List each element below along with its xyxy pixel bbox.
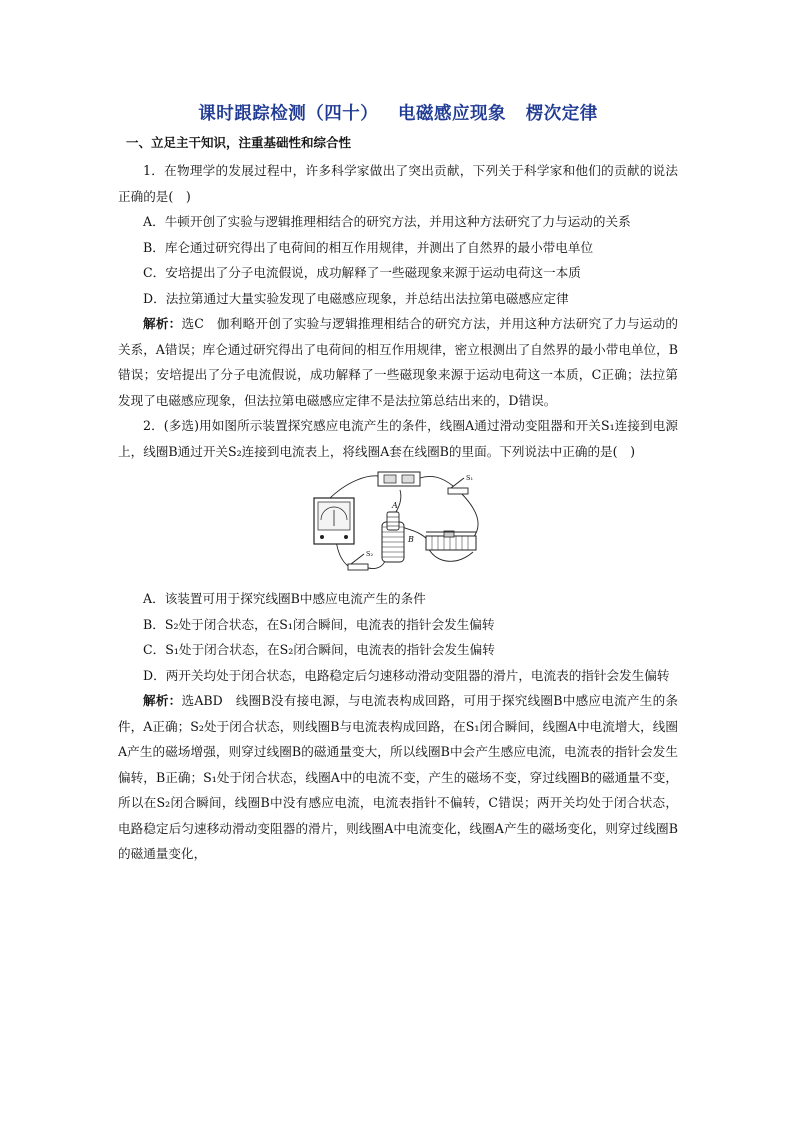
switch-s2-icon — [348, 554, 368, 570]
q2-option-b: B．S₂处于闭合状态，在S₁闭合瞬间，电流表的指针会发生偏转 — [143, 616, 495, 632]
wire — [328, 476, 378, 500]
wire — [460, 492, 478, 538]
rheostat-icon — [426, 531, 476, 550]
wire — [420, 476, 453, 486]
q1-option-a: A．牛顿开创了实验与逻辑推理相结合的研究方法，并用这种方法研究了力与运动的关系 — [143, 214, 631, 229]
q2-analysis-text: 选ABD 线圈B没有接电源，与电流表构成回路，可用于探究线圈B中感应电流产生的条件，A正确；S₂处于闭合状态，则线圈B与电流表构成回路，在S₁闭合瞬间，线圈A中电流增大，线圈A产生的磁场增强，则穿过线圈B的磁通量变大，所以线圈B中会产生感应电流，电流表的指针会发生偏转，B正确；S₁处于闭合状态，线圈A中的电流不变，产生的磁场不变，穿过线圈B的磁通量不变，所以在S₂闭合瞬间，线圈B中没有感应电流，电流表指针不偏转，C错误；两开关均处于闭合状态，电路稳定后匀速移动滑动变阻器的滑片，则线圈A中电流变化，线圈A产生的磁场变化，则穿过线圈B的磁通量变化， — [118, 693, 678, 861]
galvanometer-icon — [314, 498, 354, 544]
q2-option-c: C．S₁处于闭合状态，在S₂闭合瞬间，电流表的指针会发生偏转 — [143, 642, 495, 657]
label-a: A — [392, 501, 398, 510]
q1-option-b: B．库仑通过研究得出了电荷间的相互作用规律，并测出了自然界的最小带电单位 — [143, 239, 594, 255]
section-heading: 一、立足主干知识，注重基础性和综合性 — [126, 135, 352, 150]
page — [118, 100, 678, 867]
q1-stem: 1．在物理学的发展过程中，许多科学家做出了突出贡献，下列关于科学家和他们的贡献的说法正确的是( ) — [118, 163, 678, 204]
battery-icon — [378, 472, 420, 486]
label-s2: S₂ — [366, 550, 374, 558]
page-title: 课时跟踪检测（四十） 电磁感应现象 楞次定律 — [198, 104, 598, 124]
switch-s1-icon — [448, 478, 468, 494]
q2-option-d: D．两开关均处于闭合状态，电路稳定后匀速移动滑动变阻器的滑片，电流表的指针会发生偏转 — [143, 667, 670, 683]
q2-analysis-label: 解析： — [143, 693, 182, 708]
q1-analysis-label: 解析： — [143, 316, 182, 331]
q2-analysis — [118, 688, 678, 867]
q1-option-d: D．法拉第通过大量实验发现了电磁感应现象，并总结出法拉第电磁感应定律 — [143, 290, 569, 306]
q1-option-c: C．安培提出了分子电流假说，成功解释了一些磁现象来源于运动电荷这一本质 — [143, 265, 581, 280]
coil-a-icon — [387, 512, 399, 530]
label-b: B — [408, 535, 414, 544]
q1-analysis — [118, 311, 678, 413]
q2-stem: 2．(多选)用如图所示装置探究感应电流产生的条件，线圈A通过滑动变阻器和开关S₁连接到电源上，线圈B通过开关S₂连接到电流表上，将线圈A套在线圈B的里面。下列说法中正确的是( ) — [118, 418, 678, 459]
circuit-figure — [308, 470, 488, 582]
q1-analysis-text: 选C 伽利略开创了实验与逻辑推理相结合的研究方法，并用这种方法研究了力与运动的关系，A错误；库仑通过研究得出了电荷间的相互作用规律，密立根测出了自然界的最小带电单位，B错误；安培提出了分子电流假说，成功解释了一些磁现象来源于运动电荷这一本质，C正确；法拉第发现了电磁感应现象，但法拉第电磁感应定律不是法拉第总结出来的，D错误。 — [118, 316, 679, 408]
label-s1: S₁ — [466, 474, 474, 482]
q2-option-a: A．该装置可用于探究线圈B中感应电流产生的条件 — [143, 591, 426, 606]
